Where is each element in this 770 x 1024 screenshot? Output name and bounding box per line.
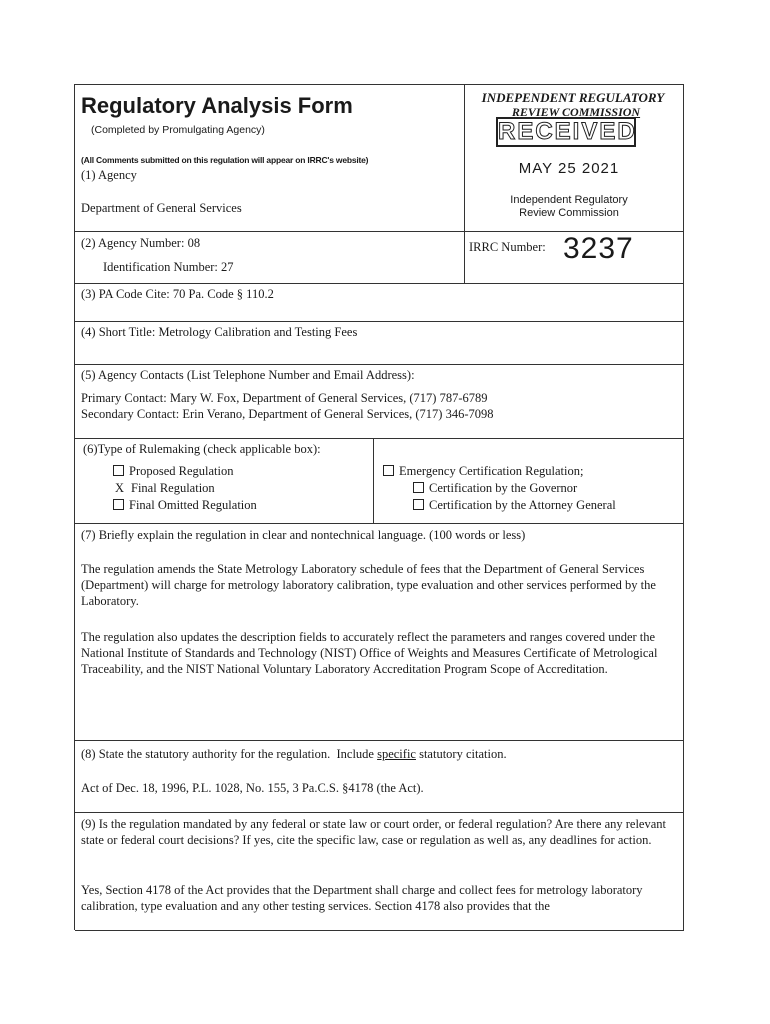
final-regulation-label: Final Regulation [131, 481, 215, 495]
authority-label-pre: (8) State the statutory authority for the regulation. Include [81, 747, 378, 761]
final-omitted-checkbox[interactable] [113, 499, 124, 510]
authority-label [81, 746, 507, 762]
received-stamp [496, 117, 636, 147]
mandate-value: Yes, Section 4178 of the Act provides that the Department shall charge and collect fees for metrology laboratory calibration, type evaluation and any other testing services. Section 4178 also provides that the [81, 883, 643, 913]
attorney-checkbox[interactable] [413, 499, 424, 510]
row-divider-3 [75, 321, 684, 322]
explain-paragraph-1: The regulation amends the State Metrology Laboratory schedule of fees that the Department of General Services (Department) will charge for metrology laboratory calibration, type evaluation and other services performed by the Laboratory. [81, 562, 656, 608]
emergency-checkbox[interactable] [383, 465, 394, 476]
attorney-option[interactable] [413, 497, 616, 513]
form-bottom-line [75, 930, 684, 931]
short-title: (4) Short Title: Metrology Calibration and Testing Fees [81, 325, 358, 339]
agency-value: Department of General Services [81, 201, 242, 215]
rulemaking-divider [373, 438, 374, 523]
governor-option[interactable] [413, 480, 577, 496]
irrc-number-value: 3237 [563, 232, 634, 265]
irrc-number-label: IRRC Number: [469, 240, 546, 254]
rulemaking-label: (6)Type of Rulemaking (check applicable box): [83, 442, 321, 456]
row-divider-4 [75, 364, 684, 365]
irrc-header: INDEPENDENT REGULATORY [481, 90, 665, 105]
completed-by-note: (Completed by Promulgating Agency) [91, 124, 265, 136]
emergency-label: Emergency Certification Regulation; [399, 464, 584, 478]
proposed-regulation-label: Proposed Regulation [129, 464, 234, 478]
agency-number-label: (2) Agency Number: 08 [81, 236, 201, 250]
governor-checkbox[interactable] [413, 482, 424, 493]
form-title: Regulatory Analysis Form [81, 93, 353, 118]
authority-label-specific: specific [377, 747, 416, 761]
proposed-regulation-option[interactable] [113, 463, 234, 479]
comments-notice: (All Comments submitted on this regulation will appear on IRRC's website) [81, 155, 369, 165]
attorney-label: Certification by the Attorney General [429, 498, 616, 512]
agency-number-divider [464, 231, 465, 283]
emergency-option[interactable] [383, 463, 583, 479]
proposed-regulation-checkbox[interactable] [113, 465, 124, 476]
pa-code-cite: (3) PA Code Cite: 70 Pa. Code § 110.2 [81, 287, 274, 301]
final-omitted-option[interactable] [113, 497, 257, 513]
explain-label: (7) Briefly explain the regulation in clear and nontechnical language. (100 words or less) [81, 528, 526, 542]
explain-paragraph-2: The regulation also updates the description fields to accurately reflect the parameters and ranges covered under the National Institute of Standards and Technology (NIST) Office of Weights and Measures Certificate of Metrological Traceability, and the NIST National Voluntary Laboratory Accreditation Program Scope of Accreditation. [81, 630, 658, 676]
identification-number: Identification Number: 27 [103, 260, 234, 274]
contacts-label: (5) Agency Contacts (List Telephone Number and Email Address): [81, 368, 415, 382]
received-org-line1: Independent Regulatory [510, 194, 628, 206]
received-date: MAY 25 2021 [518, 160, 620, 177]
mandate-label: (9) Is the regulation mandated by any federal or state law or court order, or federal regulation? Are there any relevant state or federal court decisions? If yes, cite the specific law, case or regulation as well as, any deadlines for action. [81, 817, 667, 847]
final-omitted-label: Final Omitted Regulation [129, 498, 257, 512]
primary-contact: Primary Contact: Mary W. Fox, Department of General Services, (717) 787-6789 [81, 391, 488, 405]
row-divider-7 [75, 740, 684, 741]
row-divider-8 [75, 812, 684, 813]
final-regulation-option[interactable] [115, 480, 215, 496]
authority-value: Act of Dec. 18, 1996, P.L. 1028, No. 155, 3 Pa.C.S. §4178 (the Act). [81, 781, 424, 795]
governor-label: Certification by the Governor [429, 481, 578, 495]
row-divider-2 [75, 283, 684, 284]
row-divider-6 [75, 523, 684, 524]
secondary-contact: Secondary Contact: Erin Verano, Department of General Services, (717) 346-7098 [81, 407, 494, 421]
authority-label-post: statutory citation. [415, 747, 507, 761]
row-divider-5 [75, 438, 684, 439]
agency-label: (1) Agency [81, 168, 137, 182]
final-regulation-mark[interactable]: X [115, 481, 125, 495]
received-stamp-word: RECEIVED [498, 118, 637, 145]
irrc-header-line2: REVIEW COMMISSION [511, 105, 641, 119]
header-divider [464, 85, 465, 231]
received-org-line2: Review Commission [519, 207, 619, 219]
